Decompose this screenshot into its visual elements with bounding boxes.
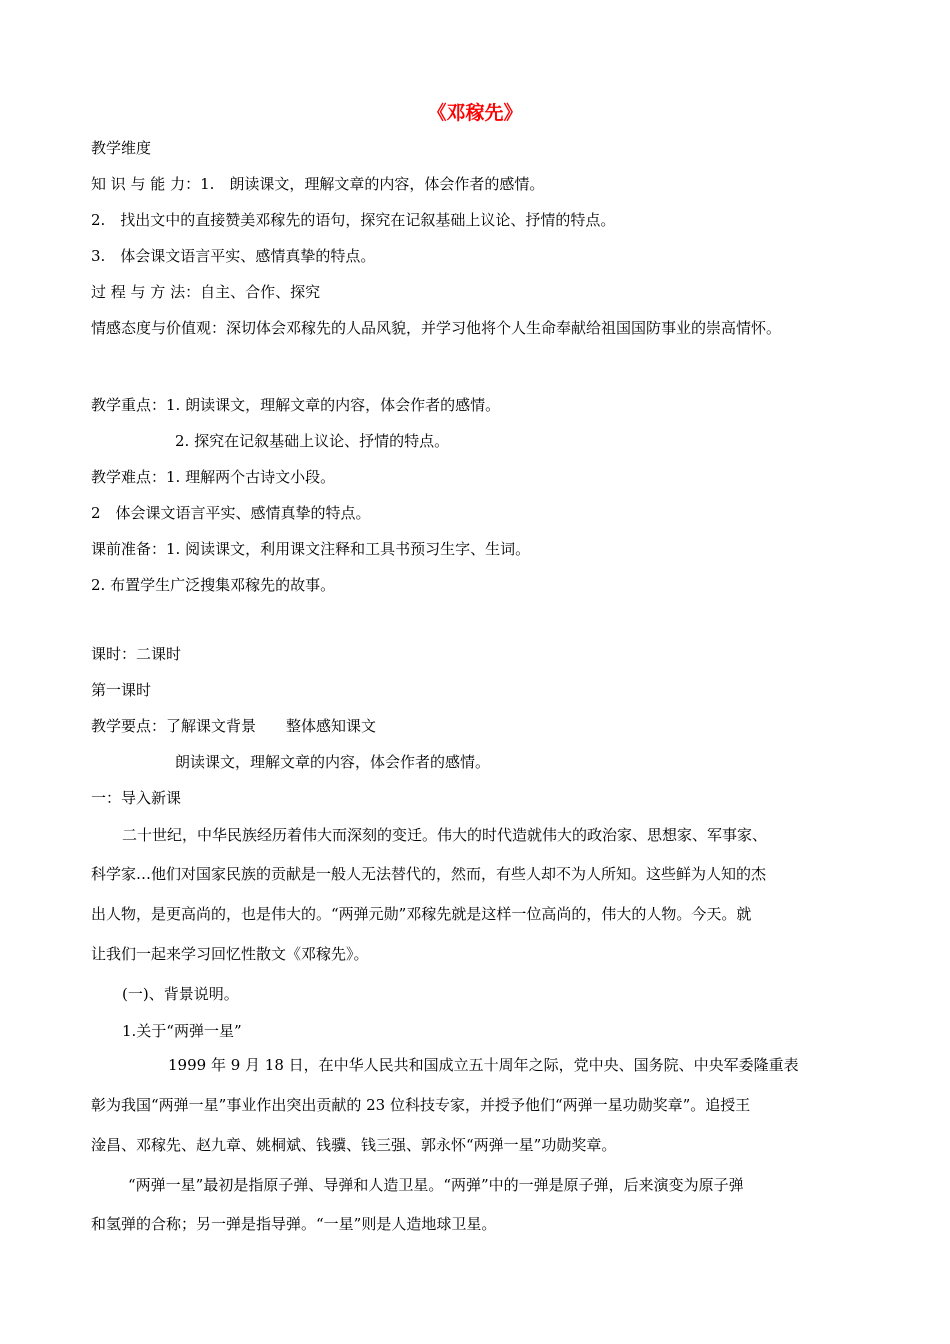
text-line: 二十世纪，中华民族经历着伟大而深刻的变迁。伟大的时代造就伟大的政治家、思想家、军事家、 [122, 826, 768, 844]
text-line: 朗读课文，理解文章的内容，体会作者的感情。 [175, 753, 491, 771]
text-line: “两弹一星”最初是指原子弹、导弹和人造卫星。“两弹”中的一弹是原子弹，后来演变为原子弹 [128, 1176, 744, 1194]
text-line: 课前准备：1. 阅读课文，利用课文注释和工具书预习生字、生词。 [91, 540, 531, 558]
text-line: 知 识 与 能 力：1. 朗读课文，理解文章的内容，体会作者的感情。 [91, 175, 545, 193]
text-line: 出人物，是更高尚的，也是伟大的。“两弹元勋”邓稼先就是这样一位高尚的，伟大的人物。今天。就 [91, 905, 752, 923]
text-line: 第一课时 [91, 681, 152, 699]
text-line: 2 体会课文语言平实、感情真挚的特点。 [91, 504, 371, 522]
text-line: 彰为我国“两弹一星”事业作出突出贡献的 23 位科技专家，并授予他们“两弹一星功勋奖章”。追授王 [91, 1096, 751, 1114]
text-line: 2. 布置学生广泛搜集邓稼先的故事。 [91, 576, 336, 594]
text-line: 一：导入新课 [91, 789, 182, 807]
text-line: 教学难点：1. 理解两个古诗文小段。 [91, 468, 336, 486]
text-line: 课时：二课时 [91, 645, 182, 663]
text-line: 2. 找出文中的直接赞美邓稼先的语句，探究在记叙基础上议论、抒情的特点。 [91, 211, 616, 229]
text-line: 情感态度与价值观：深切体会邓稼先的人品风貌，并学习他将个人生命奉献给祖国国防事业的崇高情怀。 [91, 319, 782, 337]
text-line: 1.关于“两弹一星” [122, 1022, 242, 1040]
text-line: 教学维度 [91, 139, 152, 157]
text-line: 过 程 与 方 法：自主、合作、探究 [91, 283, 321, 301]
text-line: 淦昌、邓稼先、赵九章、姚桐斌、钱骥、钱三强、郭永怀“两弹一星”功勋奖章。 [91, 1136, 617, 1154]
text-line: 教学要点：了解课文背景 整体感知课文 [91, 717, 377, 735]
text-line: 和氢弹的合称；另一弹是指导弹。“一星”则是人造地球卫星。 [91, 1215, 497, 1233]
document-title: 《邓稼先》 [427, 102, 523, 124]
text-line: 2. 探究在记叙基础上议论、抒情的特点。 [175, 432, 450, 450]
text-line: 科学家…他们对国家民族的贡献是一般人无法替代的，然而，有些人却不为人所知。这些鲜为人知的杰 [91, 865, 767, 883]
text-line: 3. 体会课文语言平实、感情真挚的特点。 [91, 247, 376, 265]
text-line: (一)、背景说明。 [122, 985, 239, 1003]
text-line: 教学重点：1. 朗读课文，理解文章的内容，体会作者的感情。 [91, 396, 501, 414]
text-line: 1999 年 9 月 18 日，在中华人民共和国成立五十周年之际，党中央、国务院、中央军委隆重表 [168, 1056, 799, 1074]
text-line: 让我们一起来学习回忆性散文《邓稼先》。 [91, 945, 369, 963]
